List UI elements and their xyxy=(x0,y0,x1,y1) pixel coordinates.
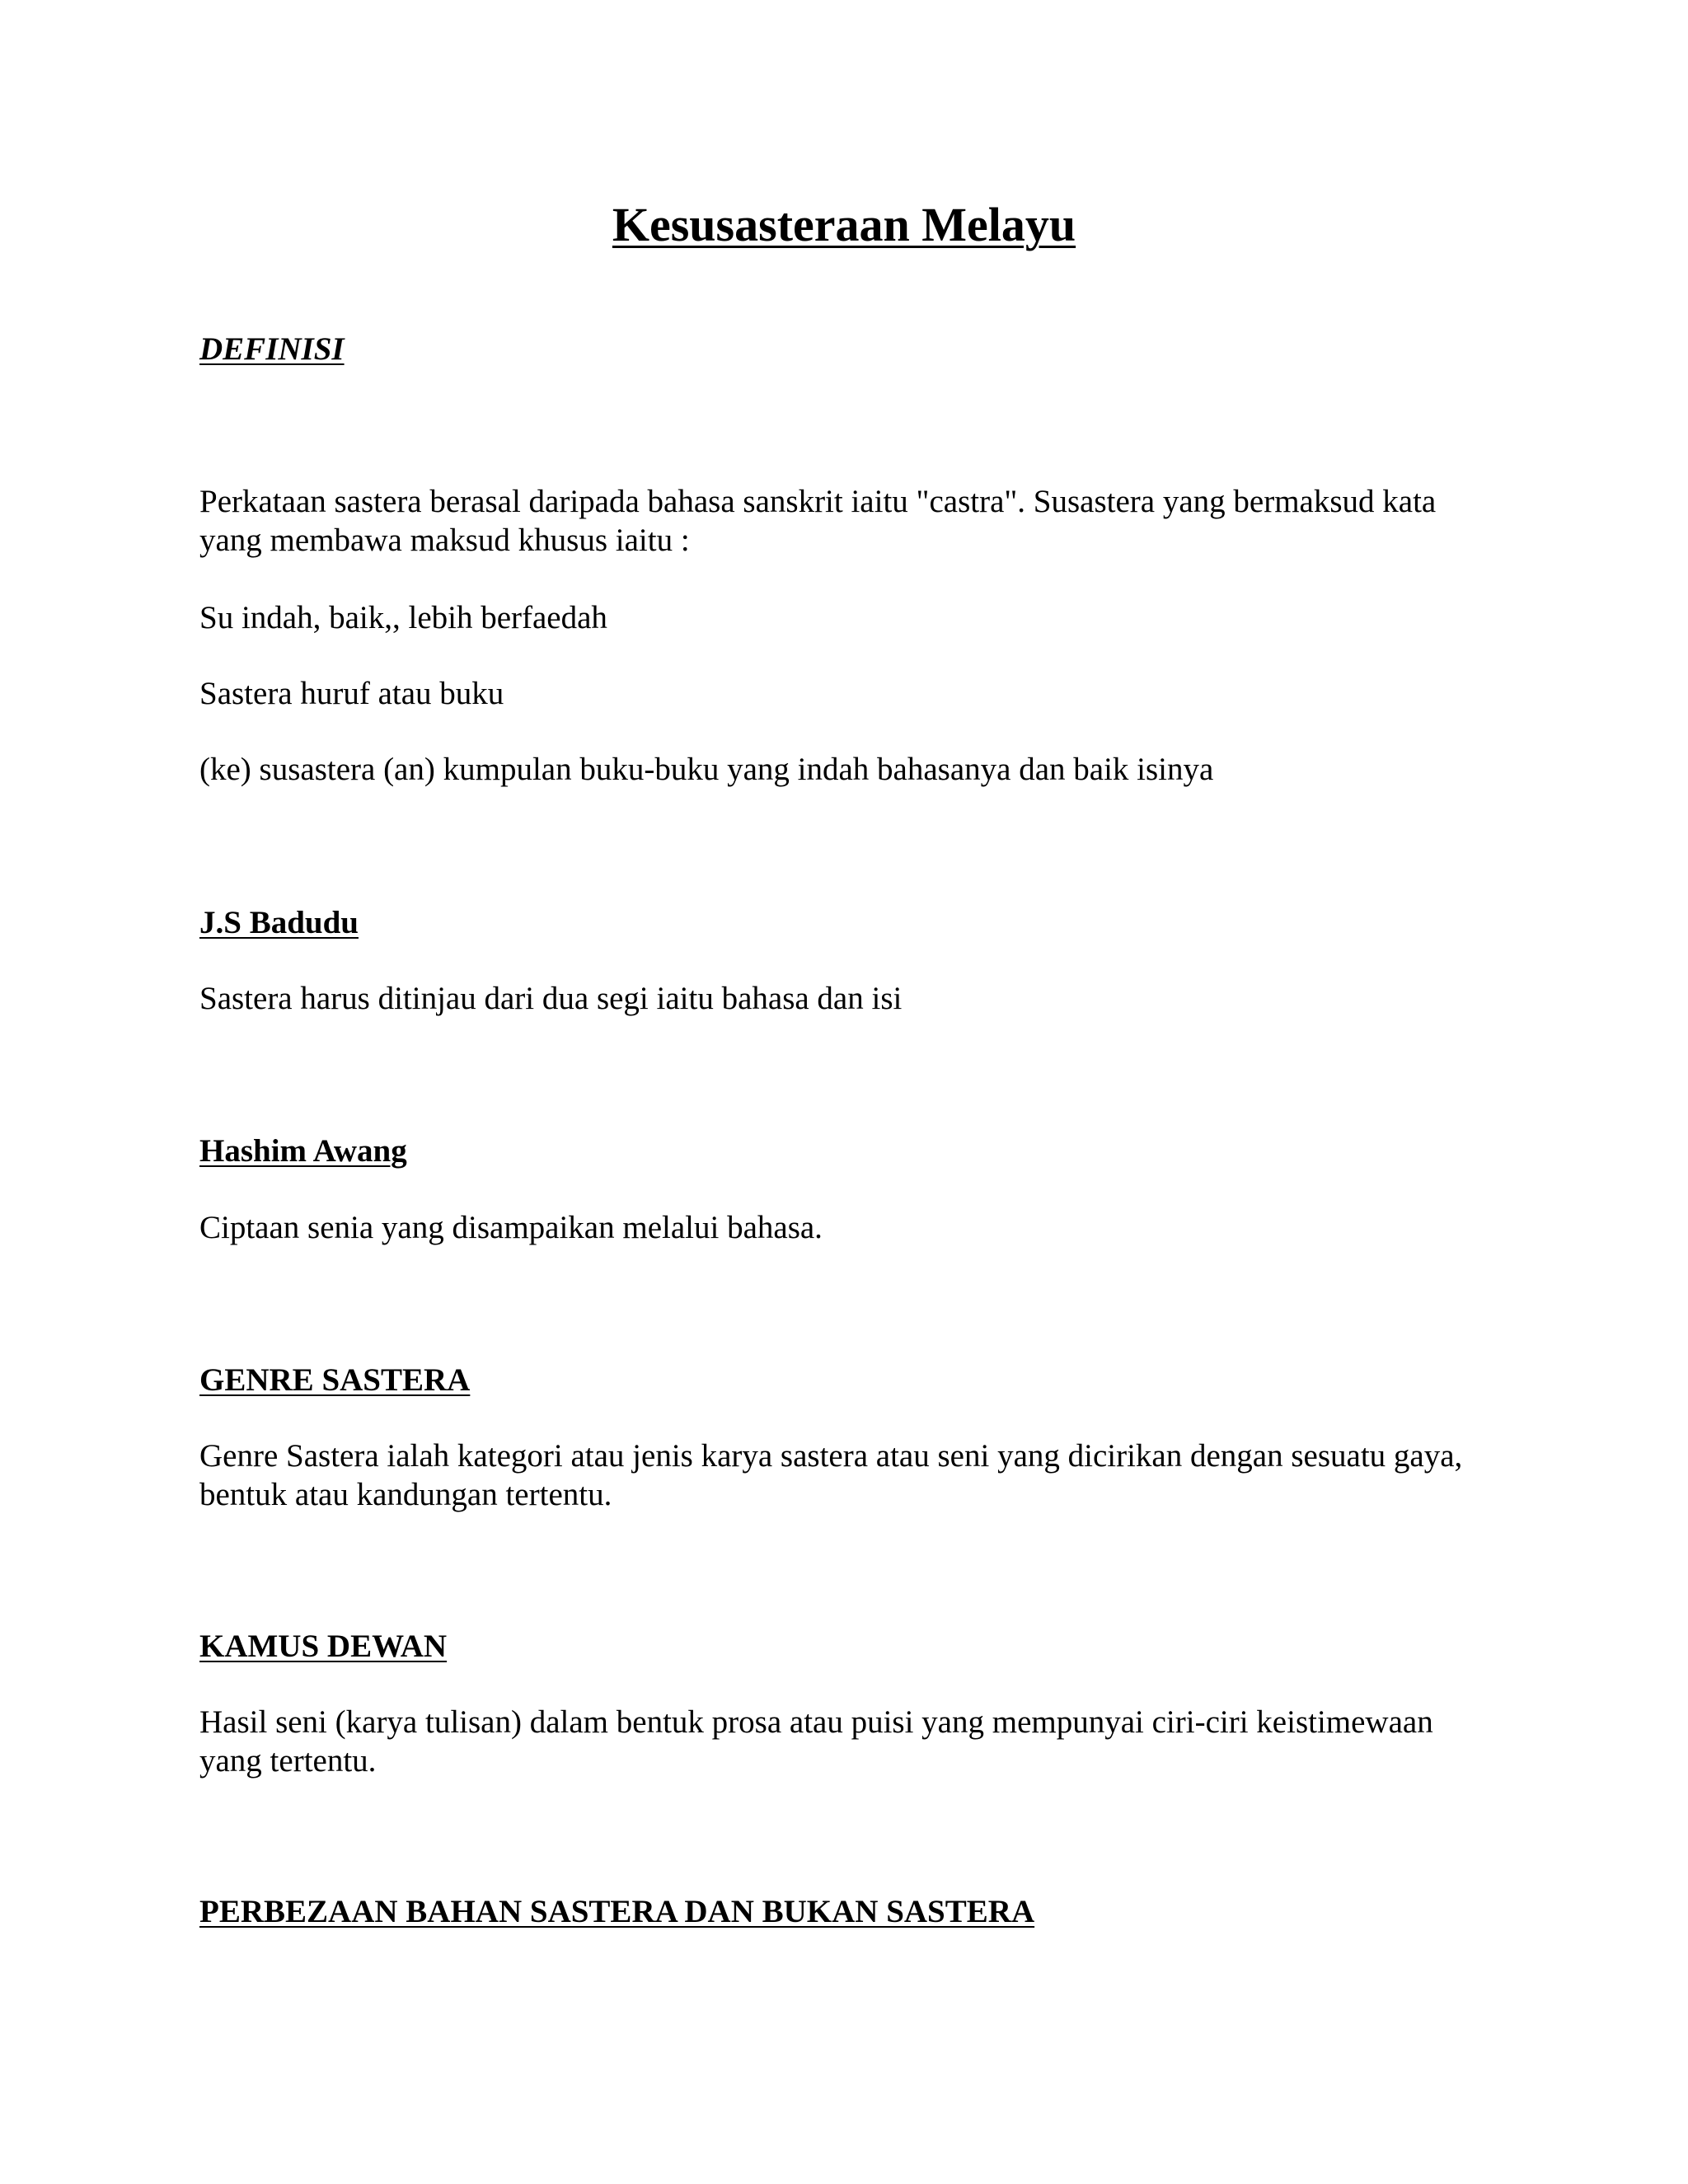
heading-kamus-dewan: KAMUS DEWAN xyxy=(199,1629,448,1664)
genre-text: Genre Sastera ialah kategori atau jenis karya sastera atau seni yang dicirikan dengan sesuatu gaya, bentuk atau kandungan tertentu. xyxy=(199,1438,1463,1512)
definisi-line-su: Su indah, baik,, lebih berfaedah xyxy=(199,600,607,635)
heading-js-badudu: J.S Badudu xyxy=(199,905,359,940)
document-title: Kesusasteraan Melayu xyxy=(612,198,1076,251)
heading-definisi: DEFINISI xyxy=(199,331,345,367)
definisi-line-ke: (ke) susastera (an) kumpulan buku-buku yang indah bahasanya dan baik isinya xyxy=(199,752,1214,787)
definisi-line-sastera: Sastera huruf atau buku xyxy=(199,676,504,711)
badudu-text: Sastera harus ditinjau dari dua segi iaitu bahasa dan isi xyxy=(199,981,903,1016)
heading-perbezaan: PERBEZAAN BAHAN SASTERA DAN BUKAN SASTERA xyxy=(199,1894,1035,1929)
heading-hashim-awang: Hashim Awang xyxy=(199,1133,407,1169)
heading-genre-sastera: GENRE SASTERA xyxy=(199,1362,471,1398)
kamus-text: Hasil seni (karya tulisan) dalam bentuk prosa atau puisi yang mempunyai ciri-ciri keistimewaan yang tertentu. xyxy=(199,1704,1433,1779)
definisi-paragraph: Perkataan sastera berasal daripada bahasa sanskrit iaitu "castra". Susastera yang bermaksud kata yang membawa maksud khusus iaitu : xyxy=(199,484,1437,558)
hashim-text: Ciptaan senia yang disampaikan melalui bahasa. xyxy=(199,1210,823,1245)
